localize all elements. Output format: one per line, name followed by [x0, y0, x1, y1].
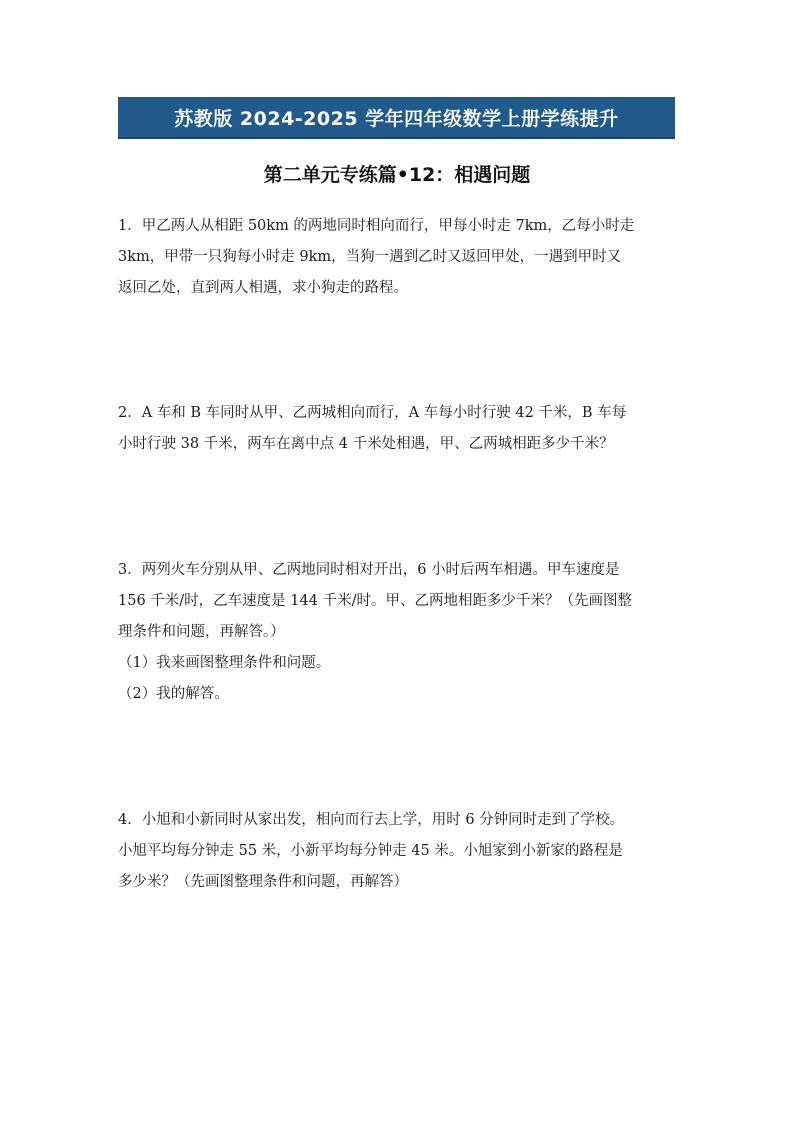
- question-line: 4．小旭和小新同时从家出发，相向而行去上学，用时 6 分钟同时走到了学校。: [118, 812, 625, 828]
- page-subtitle: 第二单元专练篇•12：相遇问题: [263, 164, 531, 186]
- question-line: 3．两列火车分别从甲、乙两地同时相对开出，6 小时后两车相遇。甲车速度是: [118, 562, 620, 578]
- question-line: 小时行驶 38 千米，两车在离中点 4 千米处相遇，甲、乙两城相距多少千米？: [118, 436, 614, 452]
- question-3-sub-item-1: （1）我来画图整理条件和问题。: [118, 655, 331, 671]
- question-line: 2．A 车和 B 车同时从甲、乙两城相向而行，A 车每小时行驶 42 千米，B 车每: [118, 405, 627, 421]
- question-line: 返回乙处，直到两人相遇，求小狗走的路程。: [118, 280, 408, 296]
- question-line: 理条件和问题，再解答。）: [118, 624, 285, 640]
- question-line: 小旭平均每分钟走 55 米，小新平均每分钟走 45 米。小旭家到小新家的路程是: [118, 843, 623, 859]
- question-3: [118, 555, 678, 710]
- question-4: [118, 805, 678, 898]
- question-1: [118, 211, 678, 304]
- question-line: 3km，甲带一只狗每小时走 9km，当狗一遇到乙时又返回甲处，一遇到甲时又: [118, 249, 622, 265]
- question-line: 156 千米/时，乙车速度是 144 千米/时。甲、乙两地相距多少千米？（先画图整: [118, 593, 632, 609]
- question-line: 1．甲乙两人从相距 50km 的两地同时相向而行，甲每小时走 7km，乙每小时走: [118, 218, 635, 234]
- question-3-sub-item-2: （2）我的解答。: [118, 686, 229, 702]
- title-banner: [118, 97, 675, 139]
- question-line: 多少米？（先画图整理条件和问题，再解答）: [118, 874, 408, 890]
- banner-title: 苏教版 2024-2025 学年四年级数学上册学练提升: [174, 107, 619, 130]
- question-2: [118, 398, 678, 460]
